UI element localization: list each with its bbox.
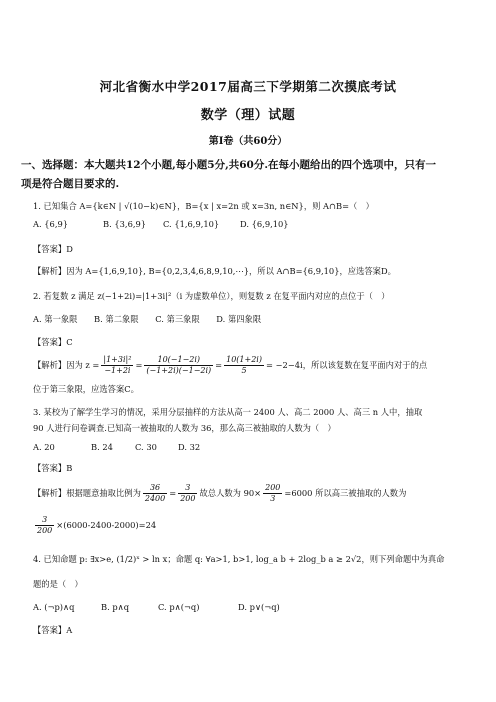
q3-f3-num: 200 <box>265 482 281 492</box>
q2-f3-num: 10(1+2i) <box>226 354 262 364</box>
q1-option-a: A. {6,9} <box>33 219 69 229</box>
q3-explain-prefix: 【解析】根据题意抽取比例为 <box>33 488 141 498</box>
q1-option-d: D. {6,9,10} <box>240 219 289 229</box>
q2-f1-num: |1+3i|² <box>103 354 132 364</box>
q3-answer: 【答案】B <box>33 463 73 473</box>
document-subtitle: 数学（理）试题 <box>200 108 296 123</box>
q4-stem-line2: 题的是（ ） <box>33 579 83 589</box>
q4-option-c: C. p∧(¬q) <box>158 602 200 612</box>
q2-stem: 2. 若复数 z 满足 z(−1+2i)=|1+3i|²（i 为虚数单位），则复数 z 在复平面内对应的点位于（ ） <box>33 291 390 301</box>
q3-fraction-4 <box>35 515 54 536</box>
q2-f1-den: −1+2i <box>104 365 131 375</box>
q1-option-b: B. {3,6,9} <box>103 219 147 229</box>
q4-option-a: A. (¬p)∧q <box>33 602 75 612</box>
q3-f3-den: 3 <box>270 493 276 503</box>
eq-sign: = <box>215 360 223 370</box>
q3-explain-mid: 故总人数为 90× <box>199 488 262 498</box>
q3-f2-den: 200 <box>180 493 196 503</box>
q3-option-d: D. 32 <box>178 442 201 452</box>
q2-explanation-line1 <box>33 352 427 378</box>
q2-fraction-2 <box>144 355 213 376</box>
document-title: 河北省衡水中学2017届高三下学期第二次摸底考试 <box>99 79 397 94</box>
q3-f1-den: 2400 <box>144 493 166 503</box>
q3-explain-suffix: =6000 所以高三被抽取的人数为 <box>284 488 407 498</box>
volume-heading: 第Ⅰ卷（共60分） <box>208 136 288 147</box>
q3-option-c: C. 30 <box>135 442 157 452</box>
q2-f2-num: 10(−1−2i) <box>144 355 213 366</box>
q2-fraction-3 <box>224 355 264 376</box>
q3-f2-num: 3 <box>178 483 197 494</box>
q3-explain-final: ×(6000-2400-2000)=24 <box>56 520 157 530</box>
q3-stem-line1: 3. 某校为了解学生学习的情况，采用分层抽样的方法从高一 2400 人、高二 2000 人、高三 n 人中，抽取 <box>33 407 423 417</box>
q2-answer: 【答案】C <box>33 337 73 347</box>
q4-answer: 【答案】A <box>33 625 73 635</box>
q4-option-b: B. p∧q <box>101 602 130 612</box>
q3-f1-num: 36 <box>143 483 167 494</box>
q1-option-c: C. {1,6,9,10} <box>163 219 220 229</box>
q4-stem-line1: 4. 已知命题 p: ∃x>e, (1/2)ˣ > ln x；命题 q: ∀a>1, b>1, log_a b + 2log_b a ≥ 2√2，则下列命题中为真命 <box>33 554 445 564</box>
section-heading-line2: 项是符合题目要求的. <box>21 178 120 190</box>
q2-explain-prefix: 【解析】因为 z = <box>33 360 100 370</box>
section-heading-line1: 一、选择题：本大题共12个小题,每小题5分,共60分.在每小题给出的四个选项中，只有一 <box>21 159 436 171</box>
q3-fraction-1 <box>143 483 167 504</box>
q3-option-a: A. 20 <box>33 442 55 452</box>
q3-fraction-3 <box>263 483 282 504</box>
q1-stem: 1. 已知集合 A={k∈N | √(10−k)∈N}，B={x | x=2n 或 x=3n, n∈N}，则 A∩B=（ ） <box>33 201 374 211</box>
q2-options: A. 第一象限 B. 第二象限 C. 第三象限 D. 第四象限 <box>33 314 262 324</box>
q3-fraction-2 <box>178 483 197 504</box>
q3-option-b: B. 24 <box>91 442 113 452</box>
q1-explanation: 【解析】因为 A={1,6,9,10}, B={0,2,3,4,6,8,9,10,⋯}，所以 A∩B={6,9,10}，应选答案D。 <box>33 266 396 276</box>
q3-stem-line2: 90 人进行问卷调查.已知高一被抽取的人数为 36，那么高三被抽取的人数为（ ） <box>33 423 336 433</box>
eq-sign: = <box>135 360 143 370</box>
q2-explain-suffix: = −2−4i，所以该复数在复平面内对于的点 <box>266 360 428 370</box>
q3-explanation-line2 <box>33 512 156 538</box>
q3-f4-num: 3 <box>35 515 54 526</box>
q4-option-d: D. p∨(¬q) <box>238 602 280 612</box>
q1-answer: 【答案】D <box>33 244 73 254</box>
q2-f2-den: (−1+2i)(−1−2i) <box>146 365 212 375</box>
q2-fraction-1 <box>101 355 133 376</box>
q3-explanation-line1 <box>33 480 406 506</box>
q2-explanation-line2: 位于第三象限，应选答案C。 <box>33 384 139 394</box>
q2-f3-den: 5 <box>241 365 247 375</box>
eq-sign: = <box>169 488 177 498</box>
q3-f4-den: 200 <box>37 525 53 535</box>
